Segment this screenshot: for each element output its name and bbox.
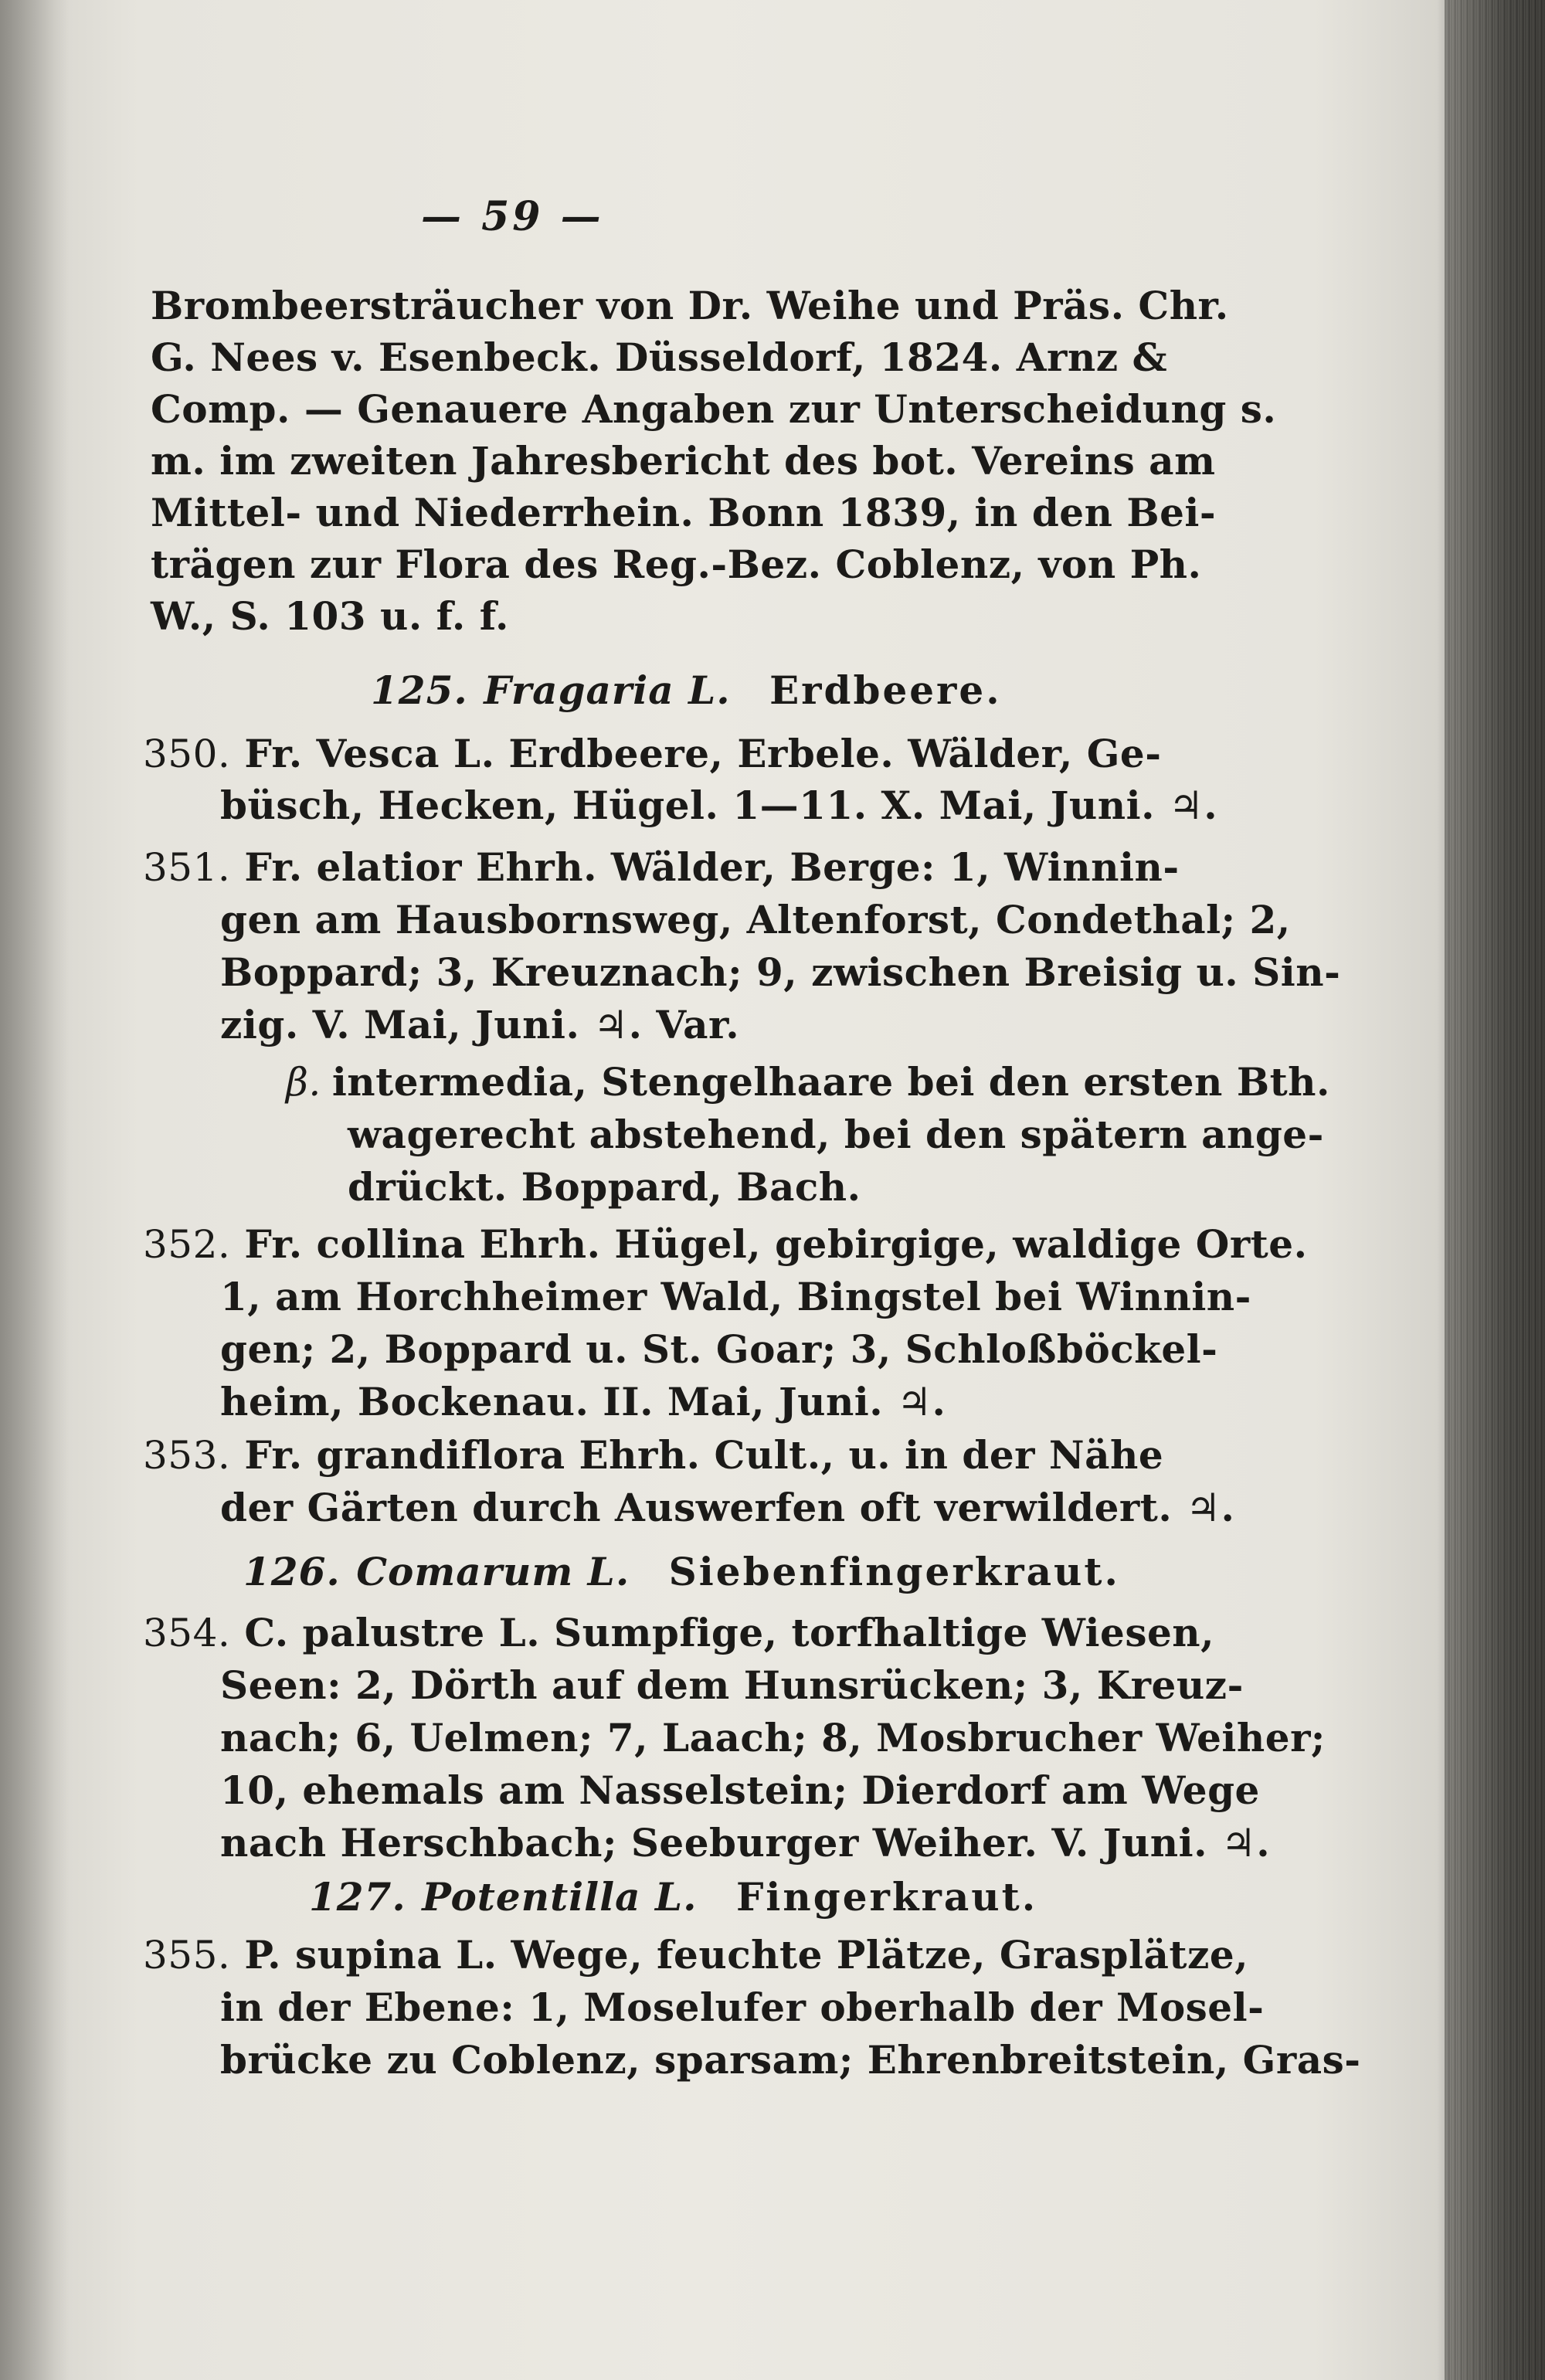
entry-line: gen; 2, Boppard u. St. Goar; 3, Schloßböckel-: [220, 1326, 1218, 1372]
page-number: — 59 —: [421, 193, 604, 240]
entry-line: gen am Hausbornsweg, Altenforst, Condethal; 2,: [220, 897, 1291, 942]
entry-line: zig. V. Mai, Juni. ♃. Var.: [220, 1002, 740, 1047]
genus-heading-127: [309, 1873, 1037, 1921]
variety-marker: β.: [286, 1060, 321, 1105]
entry-number: 350.: [143, 732, 231, 776]
entry-line: in der Ebene: 1, Moselufer oberhalb der Mosel-: [220, 1984, 1265, 2030]
entry-line: brücke zu Coblenz, sparsam; Ehrenbreitstein, Gras-: [220, 2037, 1361, 2083]
genus-common-name: Erdbeere.: [769, 667, 1002, 713]
genus-common-name: Siebenfingerkraut.: [668, 1549, 1120, 1594]
entry-line: 1, am Horchheimer Wald, Bingstel bei Winnin-: [220, 1274, 1251, 1319]
entry-number: 351.: [143, 845, 231, 890]
entry-line: Fr. collina Ehrh. Hügel, gebirgige, waldige Orte.: [244, 1221, 1308, 1267]
entry-number: 353.: [143, 1433, 231, 1478]
genus-name: Potentilla L.: [422, 1874, 698, 1920]
intro-line: Brombeersträucher von Dr. Weihe und Präs. Chr.: [151, 283, 1229, 328]
intro-line: trägen zur Flora des Reg.-Bez. Coblenz, von Ph.: [151, 542, 1202, 587]
genus-number: 125.: [371, 667, 468, 713]
entry-line: P. supina L. Wege, feuchte Plätze, Grasplätze,: [244, 1932, 1249, 1978]
entry-line: Boppard; 3, Kreuznach; 9, zwischen Breisig u. Sin-: [220, 949, 1341, 995]
intro-line: Comp. — Genauere Angaben zur Unterscheidung s.: [151, 386, 1277, 432]
entry-353: [143, 1431, 1163, 1479]
entry-line: Fr. elatior Ehrh. Wälder, Berge: 1, Winnin-: [244, 844, 1180, 890]
genus-name: Fragaria L.: [484, 667, 731, 713]
variety-line: drückt. Boppard, Bach.: [348, 1164, 861, 1210]
entry-351: [143, 844, 1180, 891]
entry-number: 355.: [143, 1933, 231, 1978]
entry-line: C. palustre L. Sumpfige, torfhaltige Wiesen,: [244, 1610, 1215, 1655]
gutter-shadow: [0, 0, 70, 2380]
entry-355: [143, 1931, 1248, 1979]
intro-line: W., S. 103 u. f. f.: [151, 593, 509, 639]
variety-beta: [286, 1058, 1330, 1106]
page-edges: [1445, 0, 1545, 2380]
entry-line: Fr. Vesca L. Erdbeere, Erbele. Wälder, Ge-: [244, 731, 1162, 776]
genus-number: 127.: [309, 1874, 406, 1920]
entry-line: der Gärten durch Auswerfen oft verwildert. ♃.: [220, 1485, 1235, 1530]
genus-heading-126: [243, 1548, 1120, 1596]
entry-350: [143, 730, 1161, 778]
entry-line: heim, Bockenau. II. Mai, Juni. ♃.: [220, 1379, 946, 1424]
entry-number: 352.: [143, 1222, 231, 1267]
genus-number: 126.: [243, 1549, 341, 1594]
entry-number: 354.: [143, 1611, 231, 1655]
entry-line: nach; 6, Uelmen; 7, Laach; 8, Mosbrucher Weiher;: [220, 1715, 1326, 1760]
variety-line: wagerecht abstehend, bei den spätern ange-: [348, 1112, 1324, 1157]
intro-line: Mittel- und Niederrhein. Bonn 1839, in den Bei-: [151, 490, 1217, 535]
genus-common-name: Fingerkraut.: [735, 1874, 1038, 1920]
genus-heading-125: [371, 667, 1002, 715]
entry-line: Seen: 2, Dörth auf dem Hunsrücken; 3, Kreuz-: [220, 1662, 1244, 1708]
entry-line: büsch, Hecken, Hügel. 1—11. X. Mai, Juni. ♃.: [220, 783, 1218, 828]
entry-line: nach Herschbach; Seeburger Weiher. V. Juni. ♃.: [220, 1820, 1271, 1866]
entry-352: [143, 1221, 1308, 1268]
variety-line: intermedia, Stengelhaare bei den ersten Bth.: [331, 1059, 1330, 1105]
intro-line: m. im zweiten Jahresbericht des bot. Vereins am: [151, 438, 1216, 484]
entry-354: [143, 1609, 1214, 1657]
intro-line: G. Nees v. Esenbeck. Düsseldorf, 1824. Arnz &: [151, 334, 1168, 380]
entry-line: Fr. grandiflora Ehrh. Cult., u. in der Nähe: [244, 1432, 1164, 1478]
genus-name: Comarum L.: [356, 1549, 630, 1594]
entry-line: 10, ehemals am Nasselstein; Dierdorf am Wege: [220, 1767, 1260, 1813]
